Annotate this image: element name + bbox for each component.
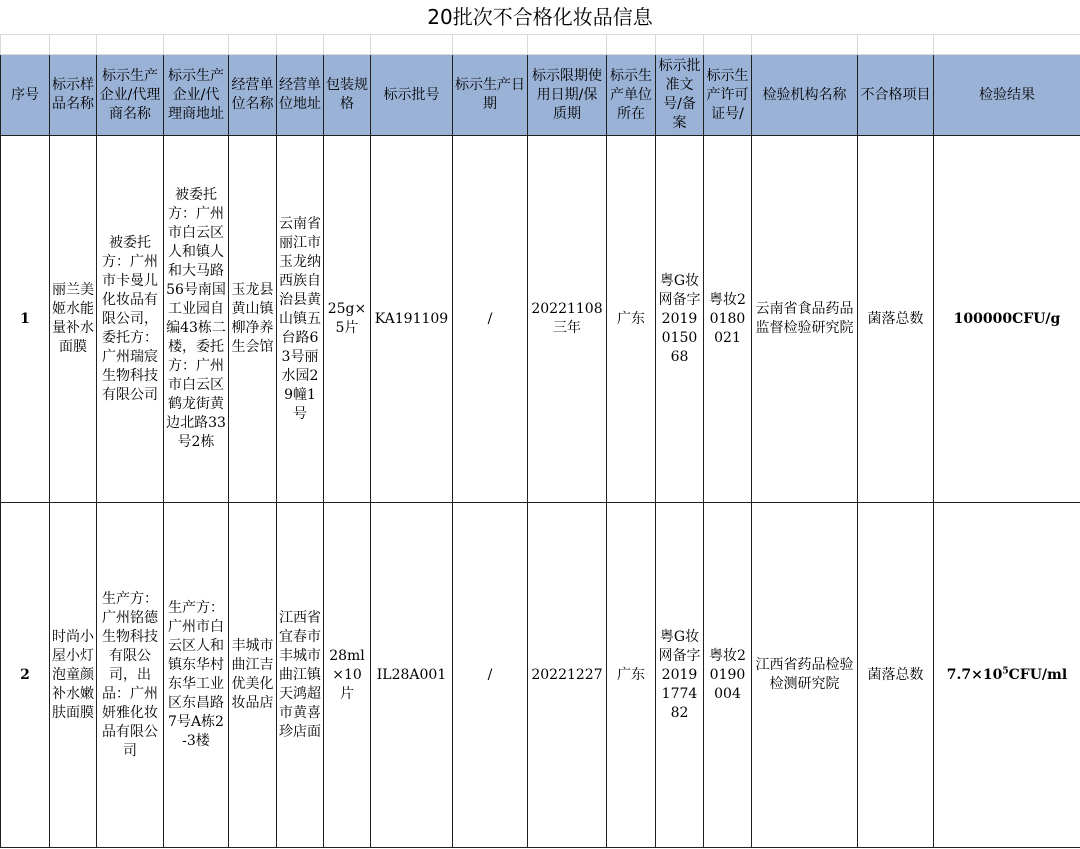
manufacturer-name: 被委托方：广州市卡曼儿化妆品有限公司，委托方：广州瑞宸生物科技有限公司 [97, 136, 164, 503]
batch-number: IL28A001 [371, 503, 453, 848]
failed-item: 菌落总数 [858, 503, 934, 848]
expiry-date: 20221108三年 [528, 136, 607, 503]
column-header: 序号 [1, 55, 50, 136]
column-header: 标示生产许可证号/ [704, 55, 752, 136]
column-header: 标示生产企业/代理商名称 [97, 55, 164, 136]
origin-region: 广东 [607, 503, 656, 848]
testing-lab: 云南省食品药品监督检验研究院 [752, 136, 858, 503]
result-unit: CFU/ml [1008, 666, 1068, 683]
failed-item: 菌落总数 [858, 136, 934, 503]
seller-name: 丰城市曲江吉优美化妆品店 [229, 503, 277, 848]
column-header: 标示生产日期 [453, 55, 528, 136]
row-number: 1 [1, 136, 50, 503]
column-header: 检验结果 [934, 55, 1080, 136]
column-header: 包装规格 [324, 55, 371, 136]
seller-address: 云南省丽江市玉龙纳西族自治县黄山镇五台路63号丽水园29幢1号 [277, 136, 324, 503]
blank-row [1, 35, 1080, 55]
row-number: 2 [1, 503, 50, 848]
sample-name: 丽兰美姬水能量补水面膜 [50, 136, 97, 503]
result-mantissa: 7.7×10 [946, 666, 1003, 683]
column-header: 不合格项目 [858, 55, 934, 136]
column-header: 经营单位名称 [229, 55, 277, 136]
seller-address: 江西省宜春市丰城市曲江镇天鸿超市黄喜珍店面 [277, 503, 324, 848]
approval-number: 粤G妆网备字2019177482 [656, 503, 704, 848]
test-result [934, 503, 1080, 848]
package-spec: 28ml×10片 [324, 503, 371, 848]
column-header: 检验机构名称 [752, 55, 858, 136]
sample-name: 时尚小屋小灯泡童颜补水嫩肤面膜 [50, 503, 97, 848]
batch-number: KA191109 [371, 136, 453, 503]
result-exponent: 5 [1002, 665, 1009, 676]
column-header: 标示生产单位所在 [607, 55, 656, 136]
manufacturer-name: 生产方：广州铭德生物科技有限公司，出品：广州妍雅化妆品有限公司 [97, 503, 164, 848]
testing-lab: 江西省药品检验检测研究院 [752, 503, 858, 848]
test-result [934, 136, 1080, 503]
manufacturer-address: 被委托方：广州市白云区人和镇人和大马路56号南国工业园自编43栋二楼，委托方：广州市白云区鹤龙街黄边北路33号2栋 [164, 136, 229, 503]
page-title: 20批次不合格化妆品信息 [427, 5, 653, 29]
column-header: 标示限期使用日期/保质期 [528, 55, 607, 136]
production-date: / [453, 136, 528, 503]
column-header: 标示批号 [371, 55, 453, 136]
table-row [1, 503, 1080, 848]
column-header: 标示生产企业/代理商地址 [164, 55, 229, 136]
results-table [0, 34, 1080, 848]
production-date: / [453, 503, 528, 848]
origin-region: 广东 [607, 136, 656, 503]
column-header: 经营单位地址 [277, 55, 324, 136]
expiry-date: 20221227 [528, 503, 607, 848]
header-row [1, 55, 1080, 136]
table-row [1, 136, 1080, 503]
seller-name: 玉龙县黄山镇柳净养生会馆 [229, 136, 277, 503]
license-number: 粤妆20190004 [704, 503, 752, 848]
license-number: 粤妆20180021 [704, 136, 752, 503]
column-header: 标示批准文号/备案 [656, 55, 704, 136]
column-header: 标示样品名称 [50, 55, 97, 136]
approval-number: 粤G妆网备字2019015068 [656, 136, 704, 503]
manufacturer-address: 生产方：广州市白云区人和镇东华村东华工业区东昌路7号A栋2-3楼 [164, 503, 229, 848]
result-value: 100000CFU/g [953, 310, 1061, 327]
package-spec: 25g×5片 [324, 136, 371, 503]
